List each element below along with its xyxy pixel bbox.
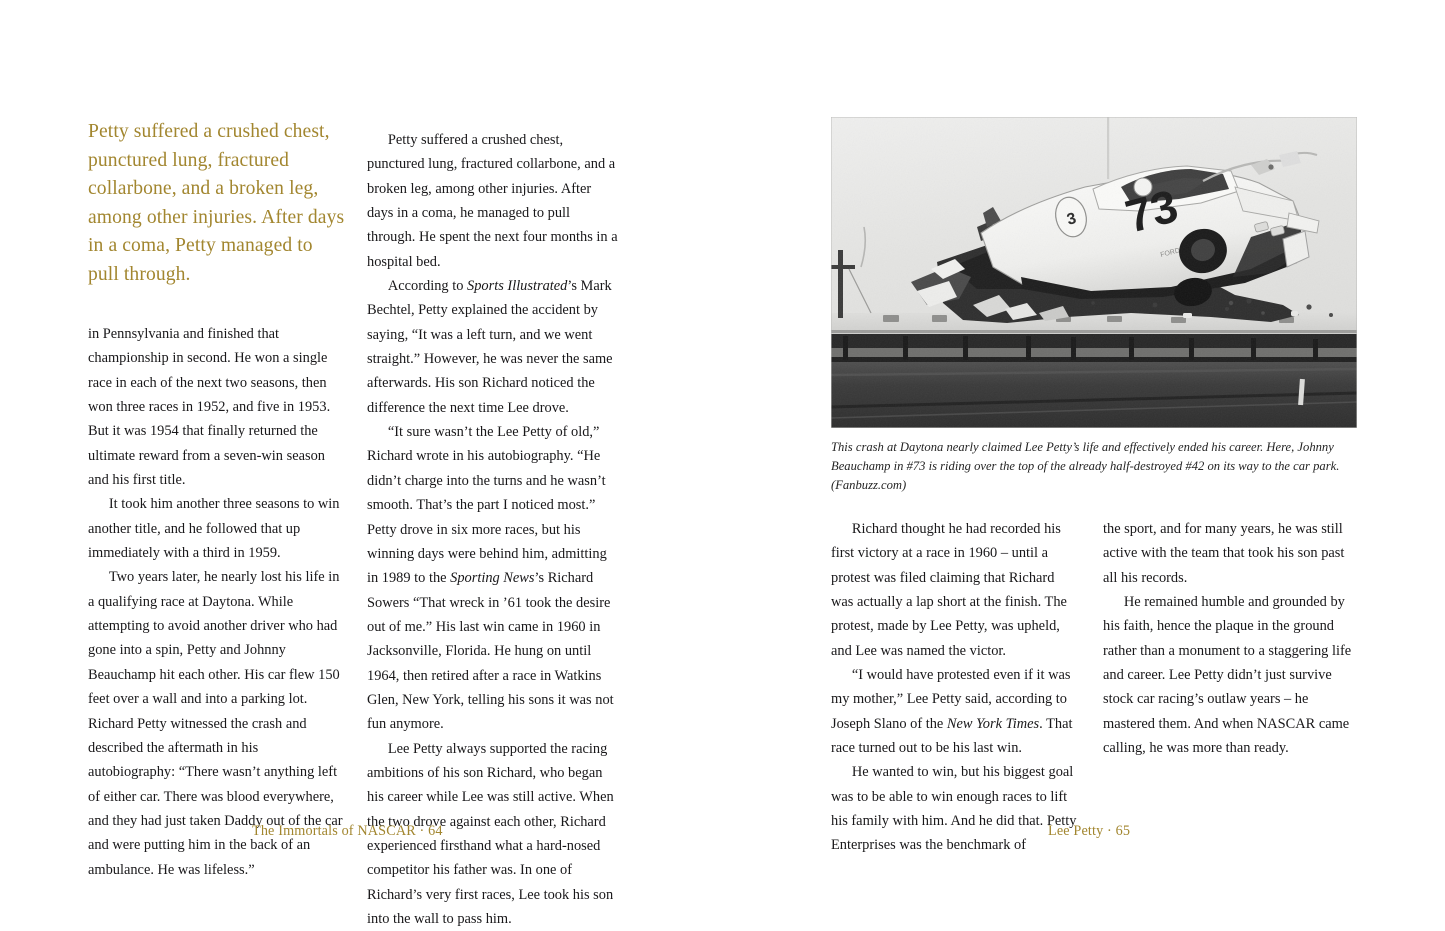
body-column-two bbox=[367, 128, 619, 931]
paragraph: in Pennsylvania and finished that championship in second. He won a single race in each of the next two seasons, then won three races in 1952, and five in 1953. But it was 1954 that finally returned the ultimate reward from a seven-win season and his first title. bbox=[88, 326, 331, 489]
footer-right-chapter-title: Lee Petty · 65 bbox=[1048, 823, 1131, 839]
paragraph: Petty suffered a crushed chest, punctured lung, fractured collarbone, and a broken leg, among other injuries. After days in a coma, he managed to pull through. He spent the next four months in a hospital bed. bbox=[367, 132, 618, 270]
paragraph: Richard thought he had recorded his first victory at a race in 1960 – until a protest was filed claiming that Richard was actually a lap short at the finish. The protest, made by Lee Petty, was upheld, and Lee was named the victor. bbox=[831, 521, 1067, 659]
paragraph: Two years later, he nearly lost his life in a qualifying race at Daytona. While attempting to avoid another driver who had gone into a spin, Petty and Johnny Beauchamp hit each other. His car flew 150 feet over a wall and into a parking lot. Richard Petty witnessed the crash and described the aftermath in his autobiography: “There wasn’t anything left of either car. There was blood everywhere, and they had just taken Daddy out of the car and were putting him in the back of an ambulance. He was lifeless.” bbox=[88, 569, 343, 878]
photo-caption: This crash at Daytona nearly claimed Lee Petty’s life and effectively ended his career. Here, Johnny Beauchamp in #73 is riding over the top of the already half-destroyed #42 on its way to the car park. (Fanbuzz.com) bbox=[831, 440, 1340, 493]
paragraph bbox=[367, 274, 619, 420]
text-run: According to bbox=[387, 278, 468, 295]
paragraph bbox=[367, 420, 619, 736]
crash-photograph-image bbox=[831, 117, 1357, 428]
paragraph bbox=[831, 663, 1079, 760]
body-column-three bbox=[831, 517, 1079, 858]
publication-title: Sporting News bbox=[450, 570, 535, 587]
pull-quote: Petty suffered a crushed chest, punctured lung, fractured collarbone, and a broken leg, among other injuries. After days in a coma, Petty managed to pull through. bbox=[88, 121, 345, 285]
text-run: “It sure wasn’t the Lee Petty of old,” Richard wrote in his autobiography. “He didn’t charge into the turns and he wasn’t smooth. That’s the part I noticed most.” Petty drove in six more races, but his winning days were behind him, admitting in 1989 to the bbox=[367, 424, 607, 587]
footer-left-book-title: The Immortals of NASCAR · 64 bbox=[252, 823, 443, 839]
body-column-four bbox=[1103, 517, 1357, 760]
text-run: . That race turned out to be his last win. bbox=[831, 715, 1073, 757]
paragraph: Lee Petty always supported the racing ambitions of his son Richard, who began his career while Lee was still active. When the two drove against each other, Richard experienced firsthand what a hard-nosed competitor his father was. In one of Richard’s very first races, Lee took his son into the wall to pass him. bbox=[367, 740, 614, 927]
paragraph: the sport, and for many years, he was still active with the team that took his son past all his records. bbox=[1103, 521, 1345, 586]
text-run: ’s Richard Sowers “That wreck in ’61 took the desire out of me.” His last win came in 1960 in Jacksonville, Florida. He hung on until 1964, then retired after a race in Watkins Glen, New York, telling his sons it was not fun anymore. bbox=[367, 570, 614, 733]
body-column-one bbox=[88, 322, 344, 882]
publication-title: Sports Illustrated bbox=[467, 278, 568, 295]
text-run: ’s Mark Bechtel, Petty explained the accident by saying, “It was a left turn, and we went straight.” However, he was never the same afterwards. His son Richard noticed the difference the next time Lee drove. bbox=[367, 278, 613, 416]
paragraph: He remained humble and grounded by his faith, hence the plaque in the ground rather than a monument to a staggering life and career. Lee Petty didn’t just survive stock car racing’s outlaw years – he mastered them. And when NASCAR came calling, he was more than ready. bbox=[1103, 594, 1352, 757]
crash-photograph bbox=[831, 117, 1357, 428]
paragraph: It took him another three seasons to win another title, and he followed that up immediately with a third in 1959. bbox=[88, 496, 340, 562]
publication-title: New York Times bbox=[946, 715, 1040, 732]
paragraph: He wanted to win, but his biggest goal was to be able to win enough races to lift his family with him. And he did that. Petty Enterprises was the benchmark of bbox=[831, 764, 1077, 854]
text-run: “I would have protested even if it was my mother,” Lee Petty said, according to Joseph Slano of the bbox=[831, 667, 1071, 732]
